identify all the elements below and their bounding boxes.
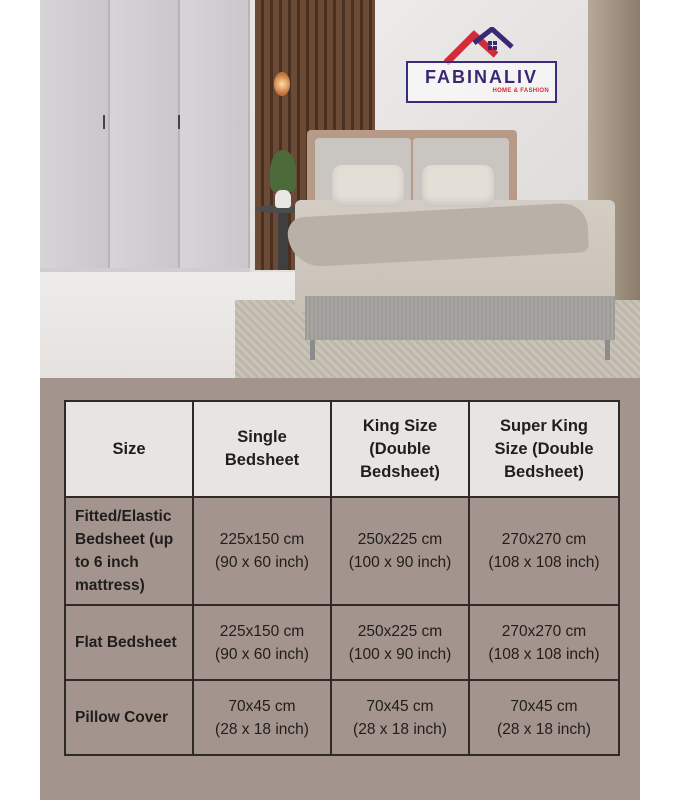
table-header-row	[65, 401, 619, 497]
plant	[270, 150, 296, 192]
brand-tagline: HOME & FASHION	[492, 88, 549, 94]
pillow	[332, 165, 404, 207]
size-inch: (108 x 108 inch)	[488, 645, 600, 663]
table-cell	[193, 605, 331, 680]
size-inch: (90 x 60 inch)	[215, 554, 309, 571]
table-cell	[469, 605, 619, 680]
brand-name: FABINALIV	[424, 67, 538, 87]
header-king: King Size (Double Bedsheet)	[331, 401, 469, 497]
table-cell	[469, 497, 619, 605]
size-inch: (100 x 90 inch)	[348, 554, 452, 571]
size-inch: (108 x 108 inch)	[488, 554, 600, 571]
table-cell	[331, 605, 469, 680]
row-label: Flat Bedsheet	[65, 605, 193, 680]
wardrobe	[40, 0, 250, 272]
header-single: Single Bedsheet	[193, 401, 331, 497]
table-cell	[331, 680, 469, 755]
pendant-lamp	[274, 72, 290, 96]
house-roof-icon	[444, 27, 516, 65]
size-chart-table	[64, 400, 620, 756]
size-cm: 225x150 cm	[219, 622, 305, 640]
size-cm: 70x45 cm	[366, 697, 434, 715]
size-cm: 70x45 cm	[510, 697, 578, 715]
header-super-king: Super King Size (Double Bedsheet)	[469, 401, 619, 497]
bedroom-photo	[40, 0, 640, 378]
size-cm: 250x225 cm	[357, 622, 443, 640]
table-cell	[469, 680, 619, 755]
size-inch: (90 x 60 inch)	[215, 645, 309, 663]
table-row	[65, 497, 619, 605]
brand-logo	[406, 27, 556, 101]
size-cm: 270x270 cm	[501, 531, 587, 548]
size-cm: 270x270 cm	[501, 622, 587, 640]
table-row	[65, 605, 619, 680]
size-cm: 225x150 cm	[219, 531, 305, 548]
bed-base	[305, 296, 615, 340]
row-label: Pillow Cover	[65, 680, 193, 755]
size-cm: 70x45 cm	[228, 697, 296, 715]
size-inch: (28 x 18 inch)	[215, 720, 309, 738]
table-cell	[331, 497, 469, 605]
pillow	[422, 165, 494, 207]
size-inch: (100 x 90 inch)	[348, 645, 452, 663]
table-cell	[193, 680, 331, 755]
size-inch: (28 x 18 inch)	[497, 720, 591, 738]
table-cell	[193, 497, 331, 605]
header-size: Size	[65, 401, 193, 497]
product-image	[40, 0, 640, 800]
size-inch: (28 x 18 inch)	[353, 720, 447, 738]
row-label: Fitted/Elastic Bedsheet (up to 6 inch mattress)	[65, 497, 193, 605]
size-cm: 250x225 cm	[357, 531, 443, 548]
table-row	[65, 680, 619, 755]
